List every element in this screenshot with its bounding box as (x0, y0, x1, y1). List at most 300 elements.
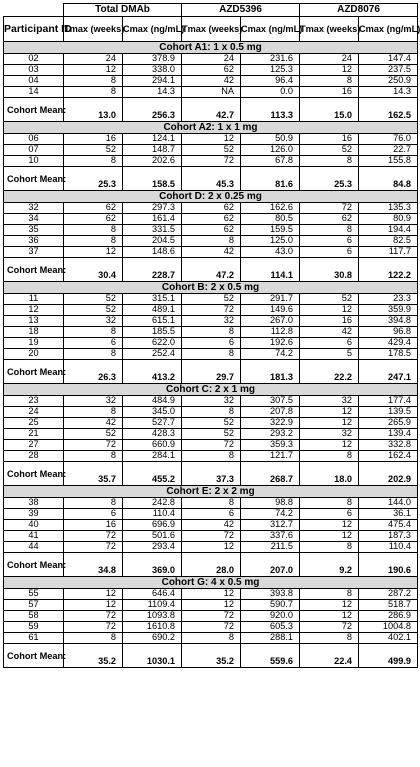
azd5396-cmax-cell: 125.3 (241, 65, 300, 76)
azd8076-cmax-cell: 287.2 (359, 589, 418, 600)
total-dmab-cmax-cell: 489.1 (123, 305, 182, 316)
cohort-mean-total-dmab-cmax-cell: 369.0 (123, 553, 182, 577)
total-dmab-tmax-cell: 62 (64, 214, 123, 225)
cmax-header: Cmax (ng/mL) (359, 17, 418, 42)
cohort-mean-azd5396-cmax-cell: 113.3 (241, 98, 300, 122)
table-row (4, 338, 418, 349)
cohort-mean-azd5396-cmax-cell: 559.6 (241, 644, 300, 668)
table-row (4, 349, 418, 360)
table-row (4, 145, 418, 156)
azd5396-cmax-cell: 211.5 (241, 542, 300, 553)
total-dmab-tmax-cell: 72 (64, 622, 123, 633)
azd8076-cmax-cell: 402.1 (359, 633, 418, 644)
azd5396-cmax-cell: 43.0 (241, 247, 300, 258)
cohort-mean-azd8076-cmax-cell: 499.9 (359, 644, 418, 668)
cohort-mean-azd5396-tmax-cell: 28.0 (182, 553, 241, 577)
azd5396-tmax-cell: 62 (182, 225, 241, 236)
cohort-mean-label: Cohort Mean: (4, 360, 64, 384)
cohort-mean-azd5396-tmax-cell: 42.7 (182, 98, 241, 122)
participant-id-cell: 27 (4, 440, 64, 451)
azd5396-cmax-cell: 112.8 (241, 327, 300, 338)
total-dmab-cmax-cell: 202.6 (123, 156, 182, 167)
azd8076-tmax-cell: 6 (300, 247, 359, 258)
total-dmab-cmax-cell: 242.8 (123, 498, 182, 509)
azd8076-cmax-cell: 194.4 (359, 225, 418, 236)
azd5396-tmax-cell: 8 (182, 451, 241, 462)
cohort-title: Cohort A2: 1 x 1 mg (4, 122, 418, 134)
table-row (4, 531, 418, 542)
total-dmab-tmax-cell: 52 (64, 145, 123, 156)
cohort-mean-azd8076-cmax-cell: 202.9 (359, 462, 418, 486)
participant-id-cell: 14 (4, 87, 64, 98)
pk-table-body (4, 4, 418, 668)
azd5396-cmax-cell: 96.4 (241, 76, 300, 87)
table-row (4, 134, 418, 145)
participant-id-cell: 41 (4, 531, 64, 542)
azd5396-cmax-cell: 312.7 (241, 520, 300, 531)
azd8076-tmax-cell: 32 (300, 429, 359, 440)
cohort-mean-azd5396-tmax-cell: 45.3 (182, 167, 241, 191)
cohort-mean-total-dmab-tmax-cell: 26.3 (64, 360, 123, 384)
azd5396-cmax-cell: 359.3 (241, 440, 300, 451)
azd8076-tmax-cell: 52 (300, 294, 359, 305)
table-row (4, 203, 418, 214)
azd5396-tmax-cell: 42 (182, 76, 241, 87)
total-dmab-tmax-cell: 62 (64, 203, 123, 214)
cohort-mean-total-dmab-tmax-cell: 30.4 (64, 258, 123, 282)
table-row (4, 214, 418, 225)
azd5396-tmax-cell: 32 (182, 396, 241, 407)
pk-table (3, 3, 418, 668)
azd8076-cmax-cell: 250.9 (359, 76, 418, 87)
azd5396-tmax-cell: 8 (182, 498, 241, 509)
table-row (4, 451, 418, 462)
participant-id-cell: 18 (4, 327, 64, 338)
table-row (4, 418, 418, 429)
total-dmab-tmax-cell: 8 (64, 327, 123, 338)
azd5396-tmax-cell: 72 (182, 156, 241, 167)
azd5396-cmax-cell: 207.8 (241, 407, 300, 418)
cohort-mean-azd8076-tmax-cell: 15.0 (300, 98, 359, 122)
azd5396-cmax-cell: 393.8 (241, 589, 300, 600)
total-dmab-tmax-cell: 8 (64, 633, 123, 644)
azd8076-tmax-cell: 42 (300, 327, 359, 338)
cohort-mean-row (4, 167, 418, 191)
azd5396-tmax-cell: 6 (182, 338, 241, 349)
azd8076-tmax-cell: 8 (300, 76, 359, 87)
total-dmab-cmax-cell: 204.5 (123, 236, 182, 247)
cohort-mean-azd8076-tmax-cell: 9.2 (300, 553, 359, 577)
azd5396-tmax-cell: 12 (182, 542, 241, 553)
azd8076-cmax-cell: 178.5 (359, 349, 418, 360)
azd8076-tmax-cell: 32 (300, 396, 359, 407)
azd5396-cmax-cell: 80.5 (241, 214, 300, 225)
total-dmab-cmax-cell: 14.3 (123, 87, 182, 98)
azd5396-cmax-cell: 288.1 (241, 633, 300, 644)
corner-cell (4, 4, 64, 17)
azd5396-cmax-cell: 293.2 (241, 429, 300, 440)
table-row (4, 600, 418, 611)
cohort-mean-azd8076-cmax-cell: 190.6 (359, 553, 418, 577)
cohort-mean-label: Cohort Mean: (4, 167, 64, 191)
azd5396-cmax-cell: 337.6 (241, 531, 300, 542)
participant-id-cell: 58 (4, 611, 64, 622)
cohort-mean-label: Cohort Mean: (4, 258, 64, 282)
cohort-header-row (4, 191, 418, 203)
azd8076-cmax-cell: 96.8 (359, 327, 418, 338)
azd8076-cmax-cell: 36.1 (359, 509, 418, 520)
cohort-header-row (4, 486, 418, 498)
total-dmab-tmax-cell: 32 (64, 396, 123, 407)
cohort-mean-label: Cohort Mean: (4, 644, 64, 668)
table-row (4, 622, 418, 633)
cohort-mean-row (4, 98, 418, 122)
azd5396-tmax-cell: 62 (182, 65, 241, 76)
cohort-mean-azd5396-cmax-cell: 207.0 (241, 553, 300, 577)
azd8076-cmax-cell: 187.3 (359, 531, 418, 542)
total-dmab-cmax-cell: 1109.4 (123, 600, 182, 611)
azd5396-cmax-cell: 121.7 (241, 451, 300, 462)
total-dmab-tmax-cell: 8 (64, 236, 123, 247)
total-dmab-cmax-cell: 294.1 (123, 76, 182, 87)
azd8076-cmax-cell: 1004.8 (359, 622, 418, 633)
participant-id-cell: 38 (4, 498, 64, 509)
azd5396-cmax-cell: 159.5 (241, 225, 300, 236)
azd8076-cmax-cell: 177.4 (359, 396, 418, 407)
azd8076-cmax-cell: 332.8 (359, 440, 418, 451)
cohort-mean-total-dmab-tmax-cell: 35.2 (64, 644, 123, 668)
azd8076-cmax-cell: 286.9 (359, 611, 418, 622)
azd5396-tmax-cell: 62 (182, 203, 241, 214)
cohort-title: Cohort A1: 1 x 0.5 mg (4, 42, 418, 54)
azd5396-tmax-cell: 8 (182, 349, 241, 360)
group-header-azd8076: AZD8076 (300, 4, 418, 17)
azd8076-cmax-cell: 394.8 (359, 316, 418, 327)
cohort-mean-total-dmab-cmax-cell: 1030.1 (123, 644, 182, 668)
azd8076-tmax-cell: 12 (300, 65, 359, 76)
total-dmab-cmax-cell: 148.7 (123, 145, 182, 156)
azd8076-tmax-cell: 12 (300, 440, 359, 451)
total-dmab-cmax-cell: 345.0 (123, 407, 182, 418)
participant-id-cell: 59 (4, 622, 64, 633)
table-row (4, 316, 418, 327)
total-dmab-cmax-cell: 338.0 (123, 65, 182, 76)
total-dmab-tmax-cell: 8 (64, 451, 123, 462)
total-dmab-cmax-cell: 124.1 (123, 134, 182, 145)
participant-id-cell: 44 (4, 542, 64, 553)
cohort-header-row (4, 282, 418, 294)
total-dmab-cmax-cell: 378.9 (123, 54, 182, 65)
total-dmab-cmax-cell: 284.1 (123, 451, 182, 462)
azd5396-tmax-cell: 8 (182, 633, 241, 644)
azd8076-cmax-cell: 22.7 (359, 145, 418, 156)
azd8076-tmax-cell: 8 (300, 451, 359, 462)
azd8076-cmax-cell: 475.4 (359, 520, 418, 531)
cohort-mean-azd8076-tmax-cell: 22.2 (300, 360, 359, 384)
table-row (4, 498, 418, 509)
azd5396-tmax-cell: 52 (182, 145, 241, 156)
total-dmab-tmax-cell: 42 (64, 418, 123, 429)
participant-id-cell: 11 (4, 294, 64, 305)
participant-id-cell: 21 (4, 429, 64, 440)
table-row (4, 407, 418, 418)
azd5396-cmax-cell: 231.6 (241, 54, 300, 65)
azd8076-cmax-cell: 80.9 (359, 214, 418, 225)
participant-id-cell: 34 (4, 214, 64, 225)
azd8076-tmax-cell: 24 (300, 54, 359, 65)
total-dmab-tmax-cell: 8 (64, 498, 123, 509)
cohort-mean-azd8076-tmax-cell: 22.4 (300, 644, 359, 668)
table-row (4, 520, 418, 531)
azd5396-cmax-cell: 267.0 (241, 316, 300, 327)
cohort-mean-azd8076-cmax-cell: 162.5 (359, 98, 418, 122)
total-dmab-tmax-cell: 72 (64, 542, 123, 553)
azd5396-tmax-cell: 8 (182, 236, 241, 247)
participant-id-cell: 23 (4, 396, 64, 407)
participant-id-cell: 25 (4, 418, 64, 429)
tmax-header: Tmax (weeks) (300, 17, 359, 42)
azd5396-tmax-cell: 52 (182, 294, 241, 305)
azd8076-tmax-cell: 16 (300, 87, 359, 98)
cmax-header: Cmax (ng/mL) (123, 17, 182, 42)
total-dmab-cmax-cell: 185.5 (123, 327, 182, 338)
total-dmab-tmax-cell: 72 (64, 440, 123, 451)
total-dmab-cmax-cell: 331.5 (123, 225, 182, 236)
participant-id-cell: 32 (4, 203, 64, 214)
azd8076-tmax-cell: 16 (300, 134, 359, 145)
azd5396-tmax-cell: 12 (182, 600, 241, 611)
participant-id-cell: 06 (4, 134, 64, 145)
azd5396-cmax-cell: 67.8 (241, 156, 300, 167)
azd5396-cmax-cell: 74.2 (241, 509, 300, 520)
azd5396-tmax-cell: 8 (182, 327, 241, 338)
azd8076-cmax-cell: 144.0 (359, 498, 418, 509)
total-dmab-cmax-cell: 315.1 (123, 294, 182, 305)
azd5396-cmax-cell: 125.0 (241, 236, 300, 247)
azd5396-tmax-cell: 72 (182, 622, 241, 633)
azd8076-tmax-cell: 8 (300, 633, 359, 644)
participant-id-cell: 04 (4, 76, 64, 87)
azd8076-cmax-cell: 110.4 (359, 542, 418, 553)
cohort-mean-azd5396-tmax-cell: 35.2 (182, 644, 241, 668)
total-dmab-cmax-cell: 161.4 (123, 214, 182, 225)
table-row (4, 54, 418, 65)
cohort-mean-azd8076-tmax-cell: 25.3 (300, 167, 359, 191)
total-dmab-cmax-cell: 615.1 (123, 316, 182, 327)
participant-id-cell: 24 (4, 407, 64, 418)
azd8076-cmax-cell: 23.3 (359, 294, 418, 305)
table-row (4, 236, 418, 247)
azd5396-tmax-cell: 72 (182, 305, 241, 316)
tmax-header: Tmax (weeks) (64, 17, 123, 42)
azd8076-tmax-cell: 52 (300, 145, 359, 156)
cohort-mean-total-dmab-cmax-cell: 413.2 (123, 360, 182, 384)
cohort-mean-label: Cohort Mean: (4, 462, 64, 486)
azd5396-cmax-cell: 605.3 (241, 622, 300, 633)
cohort-mean-azd5396-tmax-cell: 47.2 (182, 258, 241, 282)
cohort-header-row (4, 384, 418, 396)
azd5396-cmax-cell: 0.0 (241, 87, 300, 98)
cohort-mean-total-dmab-tmax-cell: 13.0 (64, 98, 123, 122)
cohort-mean-azd8076-cmax-cell: 84.8 (359, 167, 418, 191)
azd5396-cmax-cell: 920.0 (241, 611, 300, 622)
column-header-row (4, 17, 418, 42)
participant-id-cell: 13 (4, 316, 64, 327)
participant-id-cell: 02 (4, 54, 64, 65)
azd5396-tmax-cell: 12 (182, 589, 241, 600)
azd5396-tmax-cell: 42 (182, 520, 241, 531)
participant-id-cell: 57 (4, 600, 64, 611)
group-header-total-dmab: Total DMAb (64, 4, 182, 17)
total-dmab-tmax-cell: 8 (64, 156, 123, 167)
table-row (4, 65, 418, 76)
azd5396-tmax-cell: 72 (182, 611, 241, 622)
azd5396-tmax-cell: 52 (182, 429, 241, 440)
azd5396-tmax-cell: 72 (182, 440, 241, 451)
table-row (4, 509, 418, 520)
total-dmab-cmax-cell: 148.6 (123, 247, 182, 258)
azd8076-tmax-cell: 12 (300, 418, 359, 429)
participant-id-cell: 37 (4, 247, 64, 258)
azd8076-cmax-cell: 359.9 (359, 305, 418, 316)
azd5396-cmax-cell: 590.7 (241, 600, 300, 611)
participant-id-cell: 03 (4, 65, 64, 76)
azd5396-cmax-cell: 291.7 (241, 294, 300, 305)
cohort-mean-azd5396-tmax-cell: 29.7 (182, 360, 241, 384)
total-dmab-cmax-cell: 527.7 (123, 418, 182, 429)
cohort-header-row (4, 577, 418, 589)
table-row (4, 429, 418, 440)
participant-id-cell: 36 (4, 236, 64, 247)
table-row (4, 156, 418, 167)
azd8076-cmax-cell: 82.5 (359, 236, 418, 247)
cohort-mean-azd5396-cmax-cell: 81.6 (241, 167, 300, 191)
total-dmab-tmax-cell: 8 (64, 76, 123, 87)
total-dmab-cmax-cell: 252.4 (123, 349, 182, 360)
azd8076-tmax-cell: 16 (300, 316, 359, 327)
cohort-mean-azd8076-tmax-cell: 30.8 (300, 258, 359, 282)
azd8076-tmax-cell: 12 (300, 407, 359, 418)
table-row (4, 396, 418, 407)
cohort-mean-label: Cohort Mean: (4, 98, 64, 122)
azd8076-cmax-cell: 76.0 (359, 134, 418, 145)
azd8076-cmax-cell: 429.4 (359, 338, 418, 349)
total-dmab-cmax-cell: 501.6 (123, 531, 182, 542)
azd5396-cmax-cell: 50.9 (241, 134, 300, 145)
participant-id-cell: 10 (4, 156, 64, 167)
cohort-mean-row (4, 553, 418, 577)
azd5396-tmax-cell: 62 (182, 214, 241, 225)
azd5396-cmax-cell: 162.6 (241, 203, 300, 214)
cohort-mean-azd5396-tmax-cell: 37.3 (182, 462, 241, 486)
total-dmab-tmax-cell: 12 (64, 600, 123, 611)
table-row (4, 247, 418, 258)
azd8076-cmax-cell: 162.4 (359, 451, 418, 462)
cohort-mean-azd8076-cmax-cell: 247.1 (359, 360, 418, 384)
azd8076-tmax-cell: 5 (300, 349, 359, 360)
total-dmab-tmax-cell: 12 (64, 65, 123, 76)
azd8076-cmax-cell: 117.7 (359, 247, 418, 258)
cohort-mean-label: Cohort Mean: (4, 553, 64, 577)
participant-id-cell: 07 (4, 145, 64, 156)
total-dmab-tmax-cell: 32 (64, 316, 123, 327)
azd8076-cmax-cell: 265.9 (359, 418, 418, 429)
cohort-mean-azd8076-cmax-cell: 122.2 (359, 258, 418, 282)
azd5396-cmax-cell: 192.6 (241, 338, 300, 349)
total-dmab-tmax-cell: 16 (64, 134, 123, 145)
total-dmab-cmax-cell: 297.3 (123, 203, 182, 214)
azd5396-tmax-cell: 42 (182, 247, 241, 258)
total-dmab-cmax-cell: 293.4 (123, 542, 182, 553)
participant-id-cell: 40 (4, 520, 64, 531)
participant-id-cell: 35 (4, 225, 64, 236)
group-header-azd5396: AZD5396 (182, 4, 300, 17)
azd5396-cmax-cell: 126.0 (241, 145, 300, 156)
tmax-header: Tmax (weeks) (182, 17, 241, 42)
total-dmab-tmax-cell: 72 (64, 611, 123, 622)
table-row (4, 611, 418, 622)
azd8076-tmax-cell: 12 (300, 531, 359, 542)
cohort-mean-azd5396-cmax-cell: 268.7 (241, 462, 300, 486)
azd8076-cmax-cell: 139.5 (359, 407, 418, 418)
total-dmab-cmax-cell: 484.9 (123, 396, 182, 407)
cohort-mean-total-dmab-tmax-cell: 25.3 (64, 167, 123, 191)
azd8076-tmax-cell: 6 (300, 338, 359, 349)
azd8076-tmax-cell: 8 (300, 542, 359, 553)
total-dmab-cmax-cell: 696.9 (123, 520, 182, 531)
azd5396-cmax-cell: 307.5 (241, 396, 300, 407)
azd5396-cmax-cell: 74.2 (241, 349, 300, 360)
table-row (4, 327, 418, 338)
azd8076-tmax-cell: 12 (300, 600, 359, 611)
table-row (4, 294, 418, 305)
total-dmab-tmax-cell: 8 (64, 87, 123, 98)
azd8076-cmax-cell: 147.4 (359, 54, 418, 65)
cohort-mean-row (4, 360, 418, 384)
table-row (4, 87, 418, 98)
cohort-title: Cohort D: 2 x 0.25 mg (4, 191, 418, 203)
cohort-mean-azd8076-tmax-cell: 18.0 (300, 462, 359, 486)
azd8076-tmax-cell: 8 (300, 498, 359, 509)
azd8076-tmax-cell: 8 (300, 589, 359, 600)
azd8076-tmax-cell: 6 (300, 236, 359, 247)
azd8076-tmax-cell: 8 (300, 225, 359, 236)
total-dmab-tmax-cell: 8 (64, 407, 123, 418)
participant-id-header: Participant ID (4, 17, 64, 42)
cohort-mean-row (4, 462, 418, 486)
azd8076-cmax-cell: 14.3 (359, 87, 418, 98)
cohort-mean-row (4, 258, 418, 282)
total-dmab-tmax-cell: 12 (64, 247, 123, 258)
total-dmab-tmax-cell: 6 (64, 338, 123, 349)
total-dmab-cmax-cell: 660.9 (123, 440, 182, 451)
azd5396-tmax-cell: 8 (182, 407, 241, 418)
azd5396-cmax-cell: 149.6 (241, 305, 300, 316)
cohort-title: Cohort E: 2 x 2 mg (4, 486, 418, 498)
total-dmab-tmax-cell: 8 (64, 225, 123, 236)
cohort-header-row (4, 42, 418, 54)
total-dmab-tmax-cell: 72 (64, 531, 123, 542)
azd8076-tmax-cell: 6 (300, 509, 359, 520)
total-dmab-tmax-cell: 52 (64, 305, 123, 316)
table-row (4, 589, 418, 600)
participant-id-cell: 39 (4, 509, 64, 520)
cohort-mean-total-dmab-cmax-cell: 455.2 (123, 462, 182, 486)
participant-id-cell: 20 (4, 349, 64, 360)
cohort-mean-total-dmab-tmax-cell: 35.7 (64, 462, 123, 486)
cohort-mean-total-dmab-tmax-cell: 34.8 (64, 553, 123, 577)
cohort-mean-total-dmab-cmax-cell: 256.3 (123, 98, 182, 122)
